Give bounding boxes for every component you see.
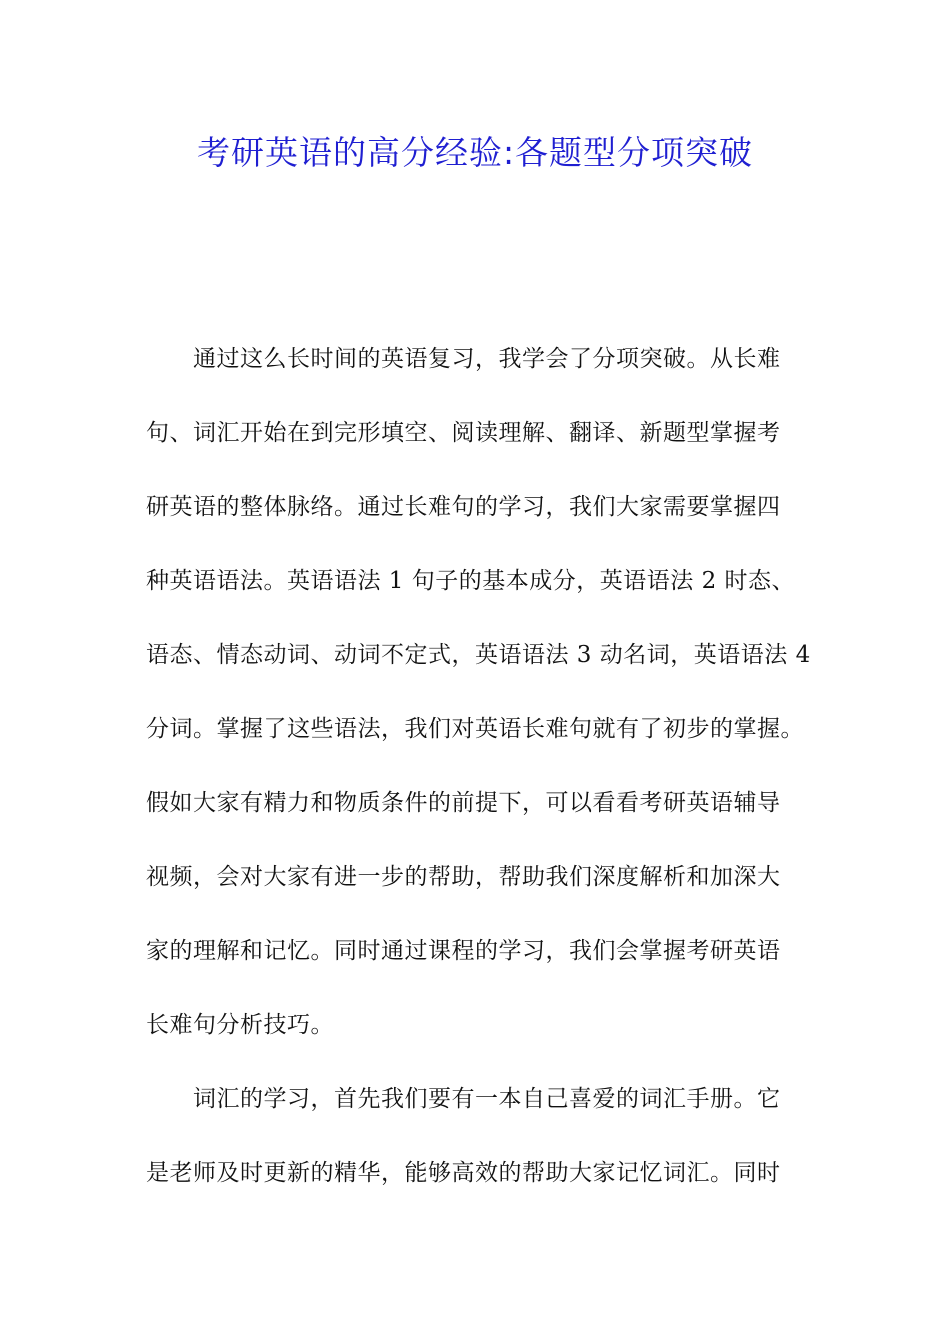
paragraph-line: 分词。掌握了这些语法，我们对英语长难句就有了初步的掌握。 bbox=[146, 716, 804, 742]
paragraph-2 bbox=[146, 1080, 808, 1228]
paragraph-line: 视频，会对大家有进一步的帮助，帮助我们深度解析和加深大 bbox=[146, 864, 781, 890]
paragraph-line: 假如大家有精力和物质条件的前提下，可以看看考研英语辅导 bbox=[146, 790, 781, 816]
paragraph-line: 句、词汇开始在到完形填空、阅读理解、翻译、新题型掌握考 bbox=[146, 420, 781, 446]
paragraph-line: 研英语的整体脉络。通过长难句的学习，我们大家需要掌握四 bbox=[146, 494, 781, 520]
paragraph-line: 家的理解和记忆。同时通过课程的学习，我们会掌握考研英语 bbox=[146, 938, 781, 964]
paragraph-line: 长难句分析技巧。 bbox=[146, 1012, 334, 1038]
paragraph-line: 通过这么长时间的英语复习，我学会了分项突破。从长难 bbox=[193, 346, 781, 372]
document-title: 考研英语的高分经验:各题型分项突破 bbox=[196, 133, 754, 172]
document-body bbox=[146, 340, 811, 1228]
paragraph-line: 词汇的学习，首先我们要有一本自己喜爱的词汇手册。它 bbox=[193, 1086, 781, 1112]
paragraph-1 bbox=[146, 340, 811, 1080]
paragraph-line: 是老师及时更新的精华，能够高效的帮助大家记忆词汇。同时 bbox=[146, 1160, 781, 1186]
paragraph-line: 种英语语法。英语语法 1 句子的基本成分，英语语法 2 时态、 bbox=[146, 568, 796, 594]
paragraph-line: 语态、情态动词、动词不定式，英语语法 3 动名词，英语语法 4 bbox=[146, 642, 811, 668]
